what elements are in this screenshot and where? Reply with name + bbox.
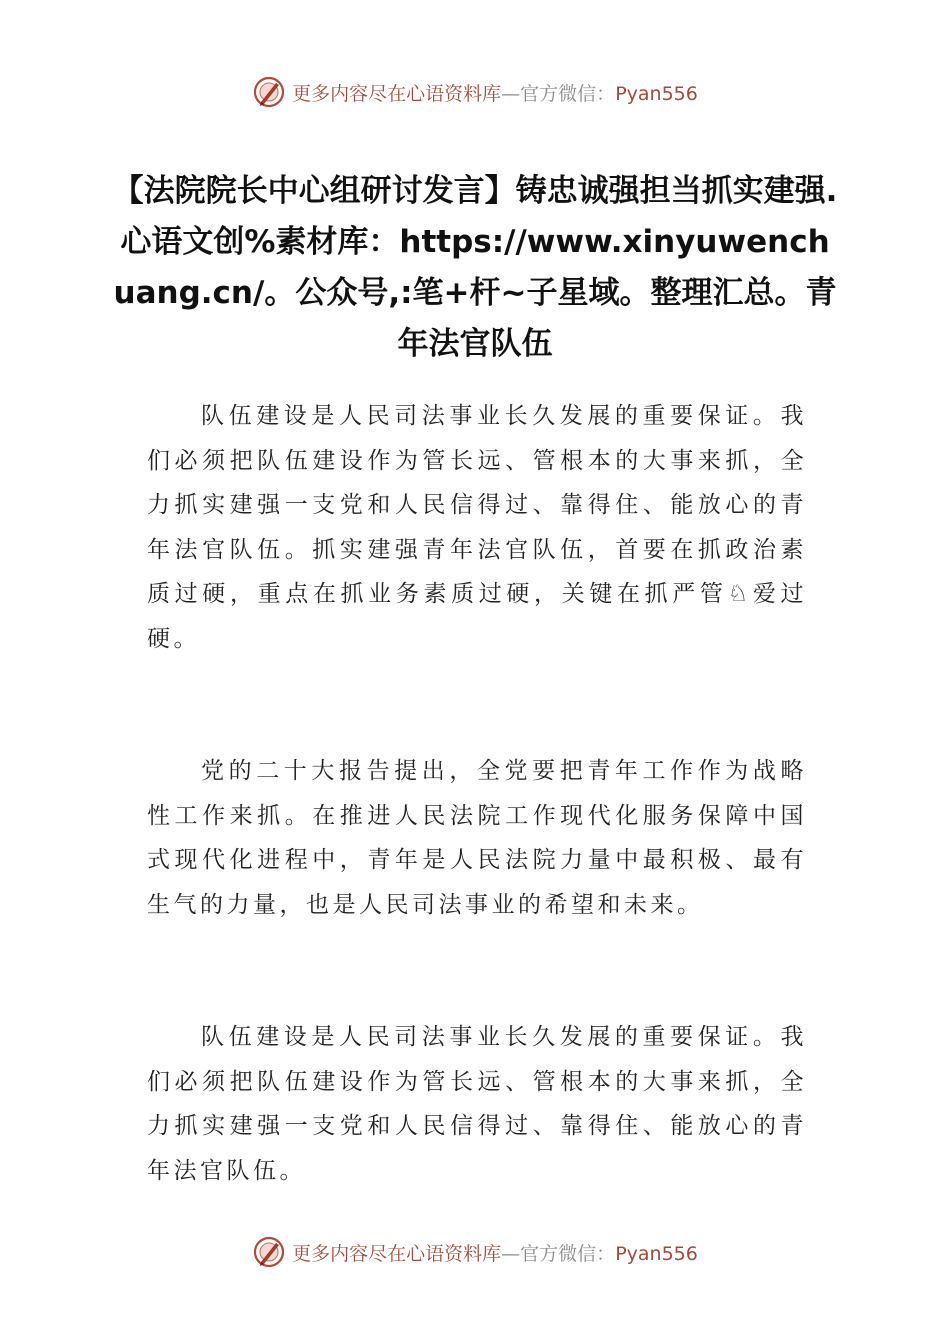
pen-circle-logo-icon [252,75,286,109]
footer-contact-text: —官方微信： [501,1242,616,1265]
document-title: 【法院院长中心组研讨发言】铸忠诚强担当抓实建强.心语文创%素材库：https://www.xinyuwenchuang.cn/。公众号,:笔+杆~子星域。整理汇总。青年法官队伍 [112,173,838,362]
footer-banner [0,1232,950,1272]
body-paragraph-1: 队伍建设是人民司法事业长久发展的重要保证。我们必须把队伍建设作为管长远、管根本的大事来抓，全力抓实建强一支党和人民信得过、靠得住、能放心的青年法官队伍。抓实建强青年法官队伍，首要在抓政治素质过硬，重点在抓业务素质过硬，关键在抓严管♘爱过硬。 [147,403,807,652]
document-body [147,394,807,1281]
header-contact-id: Pyan556 [615,82,698,105]
header-brand-text: 更多内容尽在心语资料库 [292,82,502,105]
header-banner [0,72,950,112]
body-paragraph-2: 党的二十大报告提出，全党要把青年工作作为战略性工作来抓。在推进人民法院工作现代化服务保障中国式现代化进程中，青年是人民法院力量中最积极、最有生气的力量，也是人民司法事业的希望和未来。 [147,758,807,918]
pen-circle-logo-icon [252,1235,286,1269]
header-contact-text: —官方微信： [501,82,616,105]
footer-contact-id: Pyan556 [615,1242,698,1265]
footer-brand-text: 更多内容尽在心语资料库 [292,1242,502,1265]
body-paragraph-3: 队伍建设是人民司法事业长久发展的重要保证。我们必须把队伍建设作为管长远、管根本的大事来抓，全力抓实建强一支党和人民信得过、靠得住、能放心的青年法官队伍。 [147,1024,807,1184]
